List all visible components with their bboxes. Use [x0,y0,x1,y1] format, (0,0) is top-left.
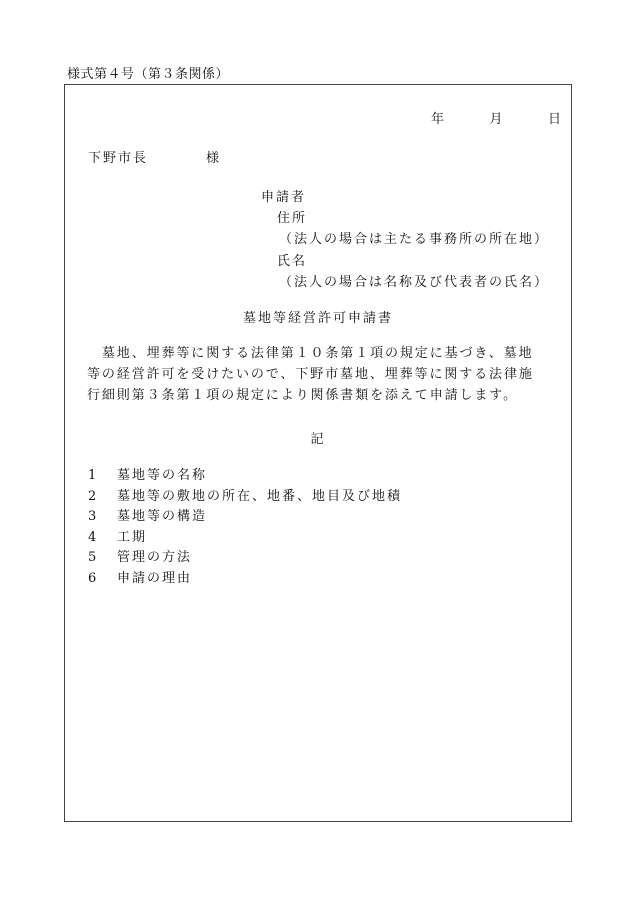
addressee-name: 下野市長 [88,151,149,166]
item-number: 6 [88,570,97,586]
addressee-honorific: 様 [206,151,222,166]
address-note: （法人の場合は主たる事務所の所在地） [279,232,550,247]
item-list [88,466,402,589]
item-label: 管理の方法 [117,550,193,565]
date-line [431,108,561,127]
addressee [88,147,221,166]
item-number: 2 [88,488,97,504]
address-label: 住所 [277,211,308,226]
item-label: 墓地等の敷地の所在、地番、地目及び地積 [117,488,403,504]
document-title: 墓地等経営許可申請書 [242,311,393,326]
date-month-label: 月 [489,112,503,127]
item-label: 申請の理由 [117,570,193,586]
list-item [88,487,402,508]
list-item [88,548,402,569]
item-number: 4 [88,529,97,545]
application-body-text [87,343,557,406]
ki-heading: 記 [310,432,326,447]
list-item [88,466,402,487]
date-day-label: 日 [547,112,561,127]
item-number: 5 [88,550,97,565]
name-label: 氏名 [277,254,308,269]
list-item [88,528,402,549]
date-year-label: 年 [431,112,445,127]
body-line-3: 行細則第３条第１項の規定により関係書類を添えて申請します。 [87,388,519,403]
item-number: 1 [88,468,97,483]
list-item [88,507,402,528]
item-number: 3 [88,509,97,524]
applicant-label: 申請者 [261,190,307,205]
form-number-label: 様式第４号（第３条関係） [67,67,230,82]
list-item [88,569,402,590]
body-line-2: 等の経営許可を受けたいので、下野市墓地、埋葬等に関する法律施 [87,367,534,382]
item-label: 工期 [117,529,148,545]
body-line-1: 墓地、埋葬等に関する法律第１０条第１項の規定に基づき、墓地 [87,346,534,361]
item-label: 墓地等の名称 [117,468,208,483]
application-form-frame [64,84,572,822]
name-note: （法人の場合は名称及び代表者の氏名） [279,275,550,290]
item-label: 墓地等の構造 [117,509,208,524]
